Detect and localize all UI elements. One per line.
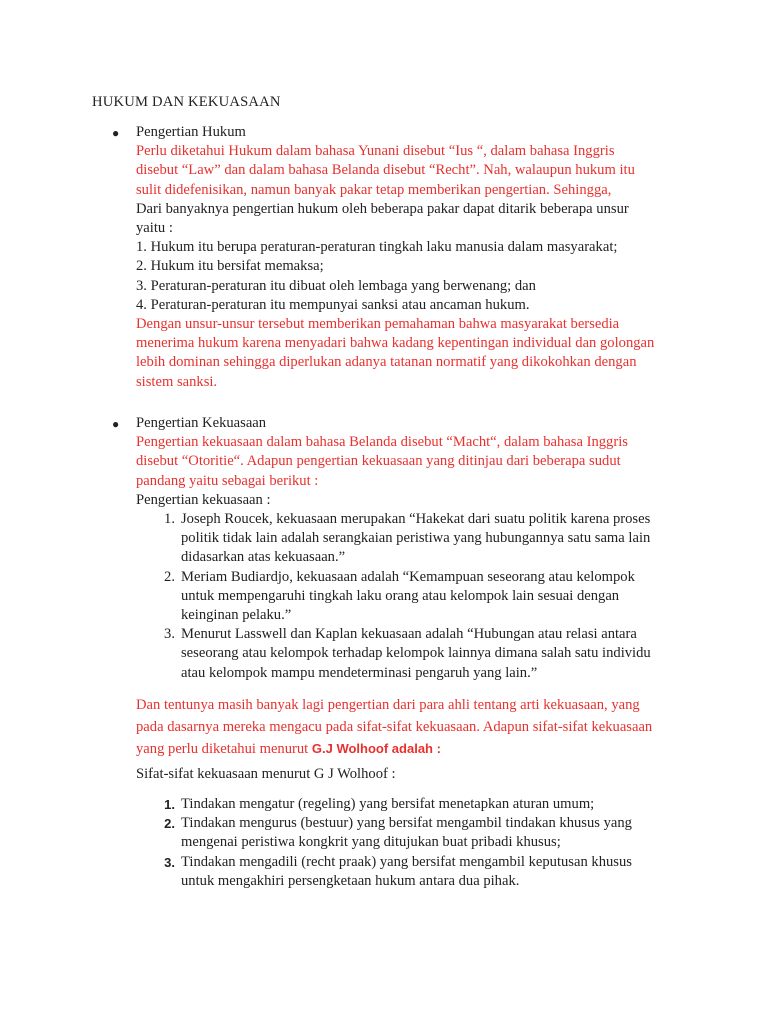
list-item (164, 568, 681, 626)
red-text-line: disebut “Law” dan dalam bahasa Belanda disebut “Recht”. Nah, walaupun hukum itu (136, 162, 635, 179)
red-text-line: pada dasarnya mereka mengacu pada sifat-sifat kekuasaan. Adapun sifat-sifat kekuasaan (136, 719, 653, 735)
red-text-line: pandang yaitu sebagai berikut : (136, 472, 319, 489)
list-item (164, 814, 681, 852)
text-line: untuk mempengaruhi tingkah laku orang atau kelompok lain sesuai dengan (181, 587, 620, 604)
text-line: mengenai peristiwa kongkrit yang ditujukan buat pribadi khusus; (181, 834, 561, 851)
text-line: Sifat-sifat kekuasaan menurut G J Wolhoof : (136, 766, 396, 782)
section-hukum (136, 123, 681, 392)
list-item: 1. Hukum itu berupa peraturan-peraturan tingkah laku manusia dalam masyarakat; (136, 239, 618, 256)
list-number: 1. (164, 511, 175, 527)
list-item: 3. Peraturan-peraturan itu dibuat oleh lembaga yang berwenang; dan (136, 277, 536, 294)
text-line: Dari banyaknya pengertian hukum oleh beberapa pakar dapat ditarik beberapa unsur (136, 200, 629, 217)
text-line: keinginan pelaku.” (181, 607, 292, 624)
red-text-segment: yang perlu diketahui menurut (136, 741, 312, 757)
red-text-line: Perlu diketahui Hukum dalam bahasa Yunani disebut “Ius “, dalam bahasa Inggris (136, 143, 615, 160)
bullet-icon: ● (112, 417, 120, 431)
list-item (164, 853, 681, 891)
section-heading: Pengertian Kekuasaan (136, 415, 267, 431)
list-number: 3. (164, 854, 175, 870)
red-text-line: Dengan unsur-unsur tersebut memberikan pemahaman bahwa masyarakat bersedia (136, 316, 620, 333)
red-text-line: sistem sanksi. (136, 373, 218, 390)
text-line: Joseph Roucek, kekuasaan merupakan “Hakekat dari suatu politik karena proses (181, 511, 651, 527)
text-line: didasarkan atas kekuasaan.” (181, 549, 346, 566)
document-title: HUKUM DAN KEKUASAAN (92, 94, 281, 110)
list-item (164, 625, 681, 683)
red-text-line: disebut “Otoritie“. Adapun pengertian kekuasaan yang ditinjau dari beberapa sudut (136, 453, 621, 470)
definition-list (164, 510, 681, 683)
text-line: atau kelompok mampu mendeterminasi pengaruh yang lain.” (181, 664, 538, 681)
list-item (164, 795, 681, 814)
list-number: 1. (164, 797, 175, 812)
text-line: seseorang atau kelompok terhadap kelompok lainnya dimana salah satu individu (181, 645, 651, 662)
list-item (164, 510, 681, 568)
red-text-line: lebih dominan sehingga diperlukan adanya tatanan normatif yang dikokohkan dengan (136, 354, 637, 371)
bullet-icon: ● (112, 126, 120, 140)
list-item: 2. Hukum itu bersifat memaksa; (136, 258, 324, 275)
text-line: Menurut Lasswell dan Kaplan kekuasaan adalah “Hubungan atau relasi antara (181, 626, 637, 643)
sifat-list (164, 795, 681, 891)
text-line: politik tidak lain adalah serangkaian peristiwa yang hubungannya satu sama lain (181, 530, 651, 547)
red-text-line: sulit didefenisikan, namun banyak pakar tetap memberikan pengertian. Sehingga, (136, 181, 612, 198)
red-text-line: menerima hukum karena menyadari bahwa kadang kepentingan individual dan golongan (136, 335, 655, 352)
text-line: Tindakan mengadili (recht praak) yang bersifat mengambil keputusan khusus (181, 853, 632, 870)
text-line: Tindakan mengatur (regeling) yang bersifat menetapkan aturan umum; (181, 796, 595, 812)
section-heading: Pengertian Hukum (136, 124, 246, 140)
list-number: 2. (164, 568, 175, 585)
closing-paragraph (136, 694, 681, 760)
red-text-line: Dan tentunya masih banyak lagi pengertian dari para ahli tentang arti kekuasaan, yang (136, 697, 640, 713)
section-kekuasaan (136, 414, 681, 510)
text-line: yaitu : (136, 220, 173, 237)
list-item: 4. Peraturan-peraturan itu mempunyai sanksi atau ancaman hukum. (136, 296, 530, 313)
text-line: untuk mengakhiri persengketaan hukum antara dua pihak. (181, 872, 520, 889)
sifat-heading (136, 765, 681, 784)
author-name: G.J Wolhoof adalah : (311, 741, 441, 756)
text-line: Meriam Budiardjo, kekuasaan adalah “Kemampuan seseorang atau kelompok (181, 568, 635, 585)
list-number: 2. (164, 816, 175, 832)
text-line: Pengertian kekuasaan : (136, 491, 271, 508)
list-number: 3. (164, 626, 175, 643)
red-text-line: Pengertian kekuasaan dalam bahasa Belanda disebut “Macht“, dalam bahasa Inggris (136, 434, 628, 451)
text-line: Tindakan mengurus (bestuur) yang bersifat mengambil tindakan khusus yang (181, 815, 632, 832)
red-text-line (136, 738, 681, 760)
